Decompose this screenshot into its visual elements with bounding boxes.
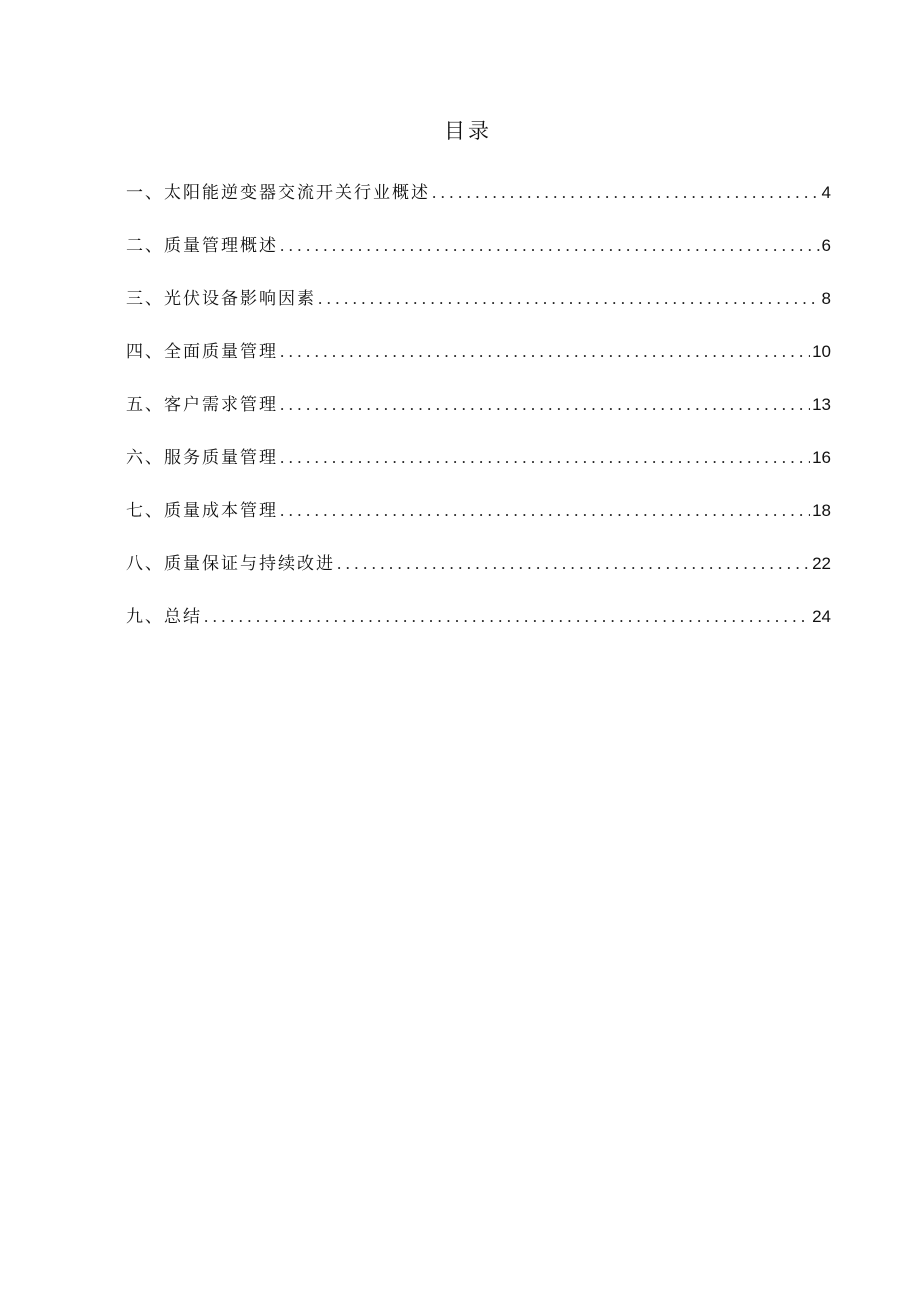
toc-dot-leader [337, 549, 810, 579]
toc-entry-label: 七、质量成本管理 [126, 501, 278, 521]
toc-dot-leader [280, 496, 810, 526]
toc-entry-label: 九、总结 [126, 607, 202, 627]
toc-entry-page: 6 [821, 236, 831, 255]
toc-entry[interactable] [126, 390, 831, 443]
toc-dot-leader [318, 284, 820, 314]
toc-list [126, 178, 831, 655]
toc-entry-page: 24 [812, 607, 831, 626]
toc-entry-label: 六、服务质量管理 [126, 448, 278, 468]
toc-entry[interactable] [126, 549, 831, 602]
toc-entry-label: 一、太阳能逆变器交流开关行业概述 [126, 183, 430, 203]
toc-entry[interactable] [126, 178, 831, 231]
toc-dot-leader [204, 602, 810, 632]
toc-entry-page: 10 [812, 342, 831, 361]
toc-entry-page: 8 [821, 289, 831, 308]
toc-entry-page: 16 [812, 448, 831, 467]
toc-entry-label: 四、全面质量管理 [126, 342, 278, 362]
toc-entry-label: 五、客户需求管理 [126, 395, 278, 415]
toc-entry-label: 三、光伏设备影响因素 [126, 289, 316, 309]
toc-dot-leader [280, 390, 810, 420]
toc-dot-leader [280, 443, 810, 473]
toc-entry[interactable] [126, 602, 831, 655]
toc-dot-leader [432, 178, 820, 208]
toc-title: 目录 [444, 119, 492, 143]
toc-entry-page: 4 [821, 183, 831, 202]
toc-entry-page: 13 [812, 395, 831, 414]
toc-dot-leader [280, 337, 810, 367]
toc-entry[interactable] [126, 231, 831, 284]
toc-entry-page: 22 [812, 554, 831, 573]
toc-entry[interactable] [126, 443, 831, 496]
toc-entry-label: 八、质量保证与持续改进 [126, 554, 335, 574]
toc-entry[interactable] [126, 337, 831, 390]
toc-entry-page: 18 [812, 501, 831, 520]
toc-entry[interactable] [126, 284, 831, 337]
toc-entry[interactable] [126, 496, 831, 549]
toc-entry-label: 二、质量管理概述 [126, 236, 278, 256]
toc-dot-leader [280, 231, 820, 261]
